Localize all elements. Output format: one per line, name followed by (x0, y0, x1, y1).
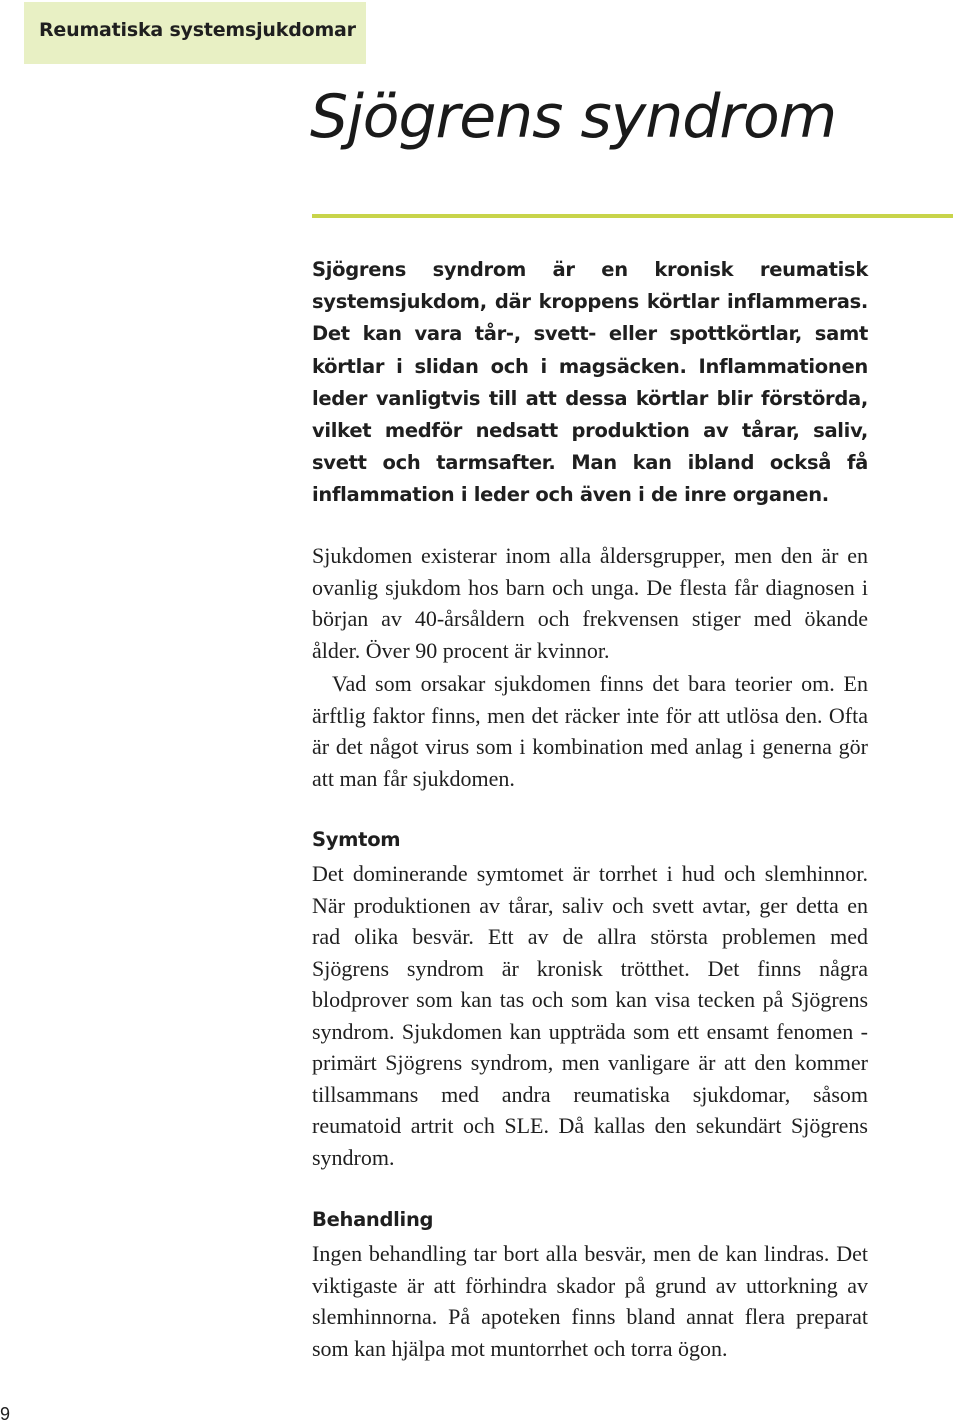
page-number: 9 (0, 1404, 11, 1424)
section-body-behandling: Ingen behandling tar bort alla besvär, men de kan lindras. Det viktigaste är att förhindra skador på grund av uttorkning av slemhinnorna. På apoteken finns bland annat flera preparat som kan hjälpa mot muntorrhet och torra ögon. (312, 1241, 868, 1361)
lead-paragraph: Sjögrens syndrom är en kronisk reumatisk systemsjukdom, där kroppens körtlar inflammeras. Det kan vara tår-, svett- eller spottkörtlar, samt körtlar i slidan och i magsäcken. Inflammationen leder vanligtvis till att dessa körtlar blir förstörda, vilket medför nedsatt produktion av tårar, saliv, svett och tarmsafter. Man kan ibland också få inflammation i leder och även i de inre organen. (312, 258, 868, 507)
section-body-symtom: Det dominerande symtomet är torrhet i hud och slemhinnor. När produktionen av tårar, saliv och svett avtar, ger detta en rad olika besvär. Ett av de allra största problemen med Sjögrens syndrom är kronisk trötthet. Det finns några blodprover som kan tas och som kan visa tecken på Sjögrens syndrom. Sjukdomen kan uppträda som ett ensamt fenomen - primärt Sjögrens syndrom, men vanligare är att den kommer tillsammans med andra reumatiska sjukdomar, såsom reumatoid artrit och SLE. Då kallas den sekundärt Sjögrens syndrom. (312, 861, 868, 1170)
section-heading-behandling: Behandling (312, 1208, 434, 1231)
page-title: Sjögrens syndrom (310, 82, 837, 152)
section-heading-symtom: Symtom (312, 828, 401, 851)
section-tag: Reumatiska systemsjukdomar (24, 2, 366, 64)
intro-paragraph-1: Sjukdomen existerar inom alla åldersgrupper, men den är en ovanlig sjukdom hos barn och unga. De flesta får diagnosen i början av 40-årsåldern och frekvensen stiger med ökande ålder. Över 90 procent är kvinnor. (312, 543, 868, 663)
intro-paragraph-2: Vad som orsakar sjukdomen finns det bara teorier om. En ärftlig faktor finns, men det räcker inte för att utlösa den. Ofta är det något virus som i kombination med anlag i generna gör att man får sjukdomen. (312, 671, 868, 791)
title-divider (312, 214, 953, 218)
